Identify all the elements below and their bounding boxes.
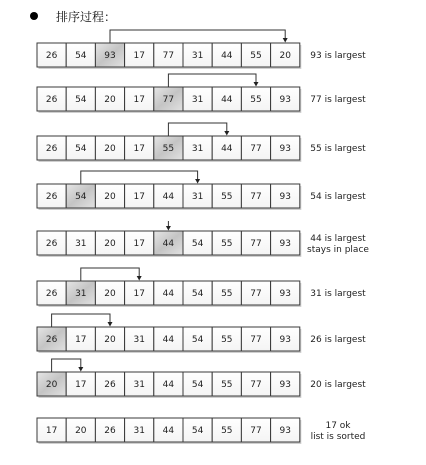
cell-value: 77 — [250, 426, 262, 437]
cell-value: 44 — [162, 192, 175, 203]
cell-value: 20 — [104, 335, 116, 346]
cell-value: 31 — [75, 289, 87, 300]
cell-value: 77 — [250, 192, 262, 203]
cell-value: 17 — [133, 239, 145, 250]
cell-value: 17 — [133, 289, 145, 300]
cell-value: 26 — [45, 192, 58, 203]
pass-status-label: 54 is largest — [310, 192, 366, 203]
arrow-head-icon — [195, 179, 200, 184]
cell-value: 26 — [104, 426, 116, 437]
cell-value: 93 — [279, 426, 291, 437]
cell-value: 55 — [162, 144, 175, 155]
cell-value: 77 — [250, 239, 262, 250]
cell-value: 44 — [162, 380, 175, 391]
sort-pass-row — [37, 314, 366, 353]
cell-value: 20 — [75, 426, 87, 437]
cell-value: 77 — [162, 51, 175, 62]
swap-arrow-line — [168, 74, 256, 87]
cell-value: 31 — [191, 192, 204, 203]
swap-arrow-line — [168, 123, 226, 136]
cell-value: 44 — [221, 144, 233, 155]
cell-value: 17 — [133, 51, 145, 62]
cell-value: 54 — [75, 51, 87, 62]
sort-pass-row — [37, 221, 369, 257]
cell-value: 20 — [45, 380, 58, 391]
arrow-head-icon — [283, 38, 288, 43]
sort-pass-row — [37, 30, 366, 69]
cell-value: 17 — [133, 144, 145, 155]
cell-value: 54 — [75, 192, 87, 203]
cell-value: 93 — [279, 380, 291, 391]
pass-status-label: 55 is largest — [310, 144, 366, 155]
cell-value: 20 — [104, 289, 116, 300]
pass-status-label: 20 is largest — [310, 380, 366, 391]
cell-value: 26 — [45, 335, 58, 346]
cell-value: 77 — [250, 335, 262, 346]
swap-arrow-line — [110, 30, 285, 43]
pass-status-label: stays in place — [307, 245, 369, 256]
arrow-head-icon — [137, 276, 142, 281]
cell-value: 20 — [104, 95, 116, 106]
cell-value: 26 — [45, 144, 58, 155]
arrow-head-icon — [224, 131, 229, 136]
cell-value: 77 — [250, 144, 262, 155]
swap-arrow-line — [52, 359, 81, 372]
cell-value: 17 — [75, 335, 87, 346]
cell-value: 93 — [279, 289, 291, 300]
cell-value: 26 — [104, 380, 116, 391]
pass-status-label: list is sorted — [310, 432, 366, 443]
sort-pass-row — [37, 418, 365, 444]
pass-status-label: 44 is largest — [310, 234, 366, 245]
cell-value: 55 — [221, 426, 233, 437]
cell-value: 55 — [221, 192, 233, 203]
pass-status-label: 17 ok — [325, 421, 351, 432]
cell-value: 26 — [45, 289, 58, 300]
cell-value: 44 — [221, 51, 233, 62]
cell-value: 55 — [221, 380, 233, 391]
arrow-head-icon — [166, 226, 171, 231]
pass-status-label: 93 is largest — [310, 51, 366, 62]
cell-value: 20 — [104, 144, 116, 155]
arrow-head-icon — [78, 367, 83, 372]
sort-pass-row — [37, 359, 366, 398]
swap-arrow-line — [81, 268, 139, 281]
cell-value: 17 — [45, 426, 58, 437]
cell-value: 20 — [104, 192, 116, 203]
cell-value: 55 — [221, 239, 233, 250]
cell-value: 55 — [221, 335, 233, 346]
cell-value: 31 — [133, 335, 145, 346]
arrow-head-icon — [108, 322, 113, 327]
cell-value: 31 — [75, 239, 87, 250]
cell-value: 44 — [221, 95, 233, 106]
cell-value: 20 — [104, 239, 116, 250]
cell-value: 55 — [221, 289, 233, 300]
cell-value: 31 — [133, 426, 145, 437]
sort-pass-row — [37, 123, 366, 162]
cell-value: 54 — [191, 289, 204, 300]
cell-value: 93 — [279, 144, 291, 155]
cell-value: 77 — [250, 380, 262, 391]
cell-value: 77 — [250, 289, 262, 300]
pass-status-label: 26 is largest — [310, 335, 366, 346]
sort-pass-row — [37, 268, 366, 307]
sort-pass-row — [37, 171, 366, 210]
cell-value: 44 — [162, 426, 175, 437]
swap-arrow-line — [52, 314, 110, 327]
cell-value: 93 — [279, 335, 291, 346]
swap-arrow-line — [81, 171, 198, 184]
cell-value: 55 — [250, 51, 262, 62]
cell-value: 93 — [279, 239, 291, 250]
cell-value: 93 — [279, 192, 291, 203]
cell-value: 26 — [45, 51, 58, 62]
cell-value: 31 — [191, 95, 204, 106]
cell-value: 17 — [75, 380, 87, 391]
cell-value: 31 — [133, 380, 145, 391]
header-title: 排序过程： — [56, 9, 117, 24]
cell-value: 54 — [191, 335, 204, 346]
pass-status-label: 31 is largest — [310, 289, 366, 300]
cell-value: 54 — [75, 144, 87, 155]
cell-value: 54 — [191, 426, 204, 437]
cell-value: 77 — [162, 95, 175, 106]
cell-value: 54 — [191, 239, 204, 250]
cell-value: 17 — [133, 192, 145, 203]
arrow-head-icon — [254, 82, 259, 87]
cell-value: 44 — [162, 289, 175, 300]
cell-value: 54 — [191, 380, 204, 391]
cell-value: 20 — [279, 51, 291, 62]
pass-status-label: 77 is largest — [310, 95, 366, 106]
cell-value: 26 — [45, 95, 58, 106]
cell-value: 54 — [75, 95, 87, 106]
cell-value: 31 — [191, 144, 204, 155]
cell-value: 44 — [162, 239, 175, 250]
cell-value: 31 — [191, 51, 204, 62]
cell-value: 93 — [279, 95, 291, 106]
cell-value: 26 — [45, 239, 58, 250]
cell-value: 17 — [133, 95, 145, 106]
cell-value: 44 — [162, 335, 175, 346]
cell-value: 93 — [104, 51, 116, 62]
sort-pass-row — [37, 74, 366, 113]
cell-value: 55 — [250, 95, 262, 106]
